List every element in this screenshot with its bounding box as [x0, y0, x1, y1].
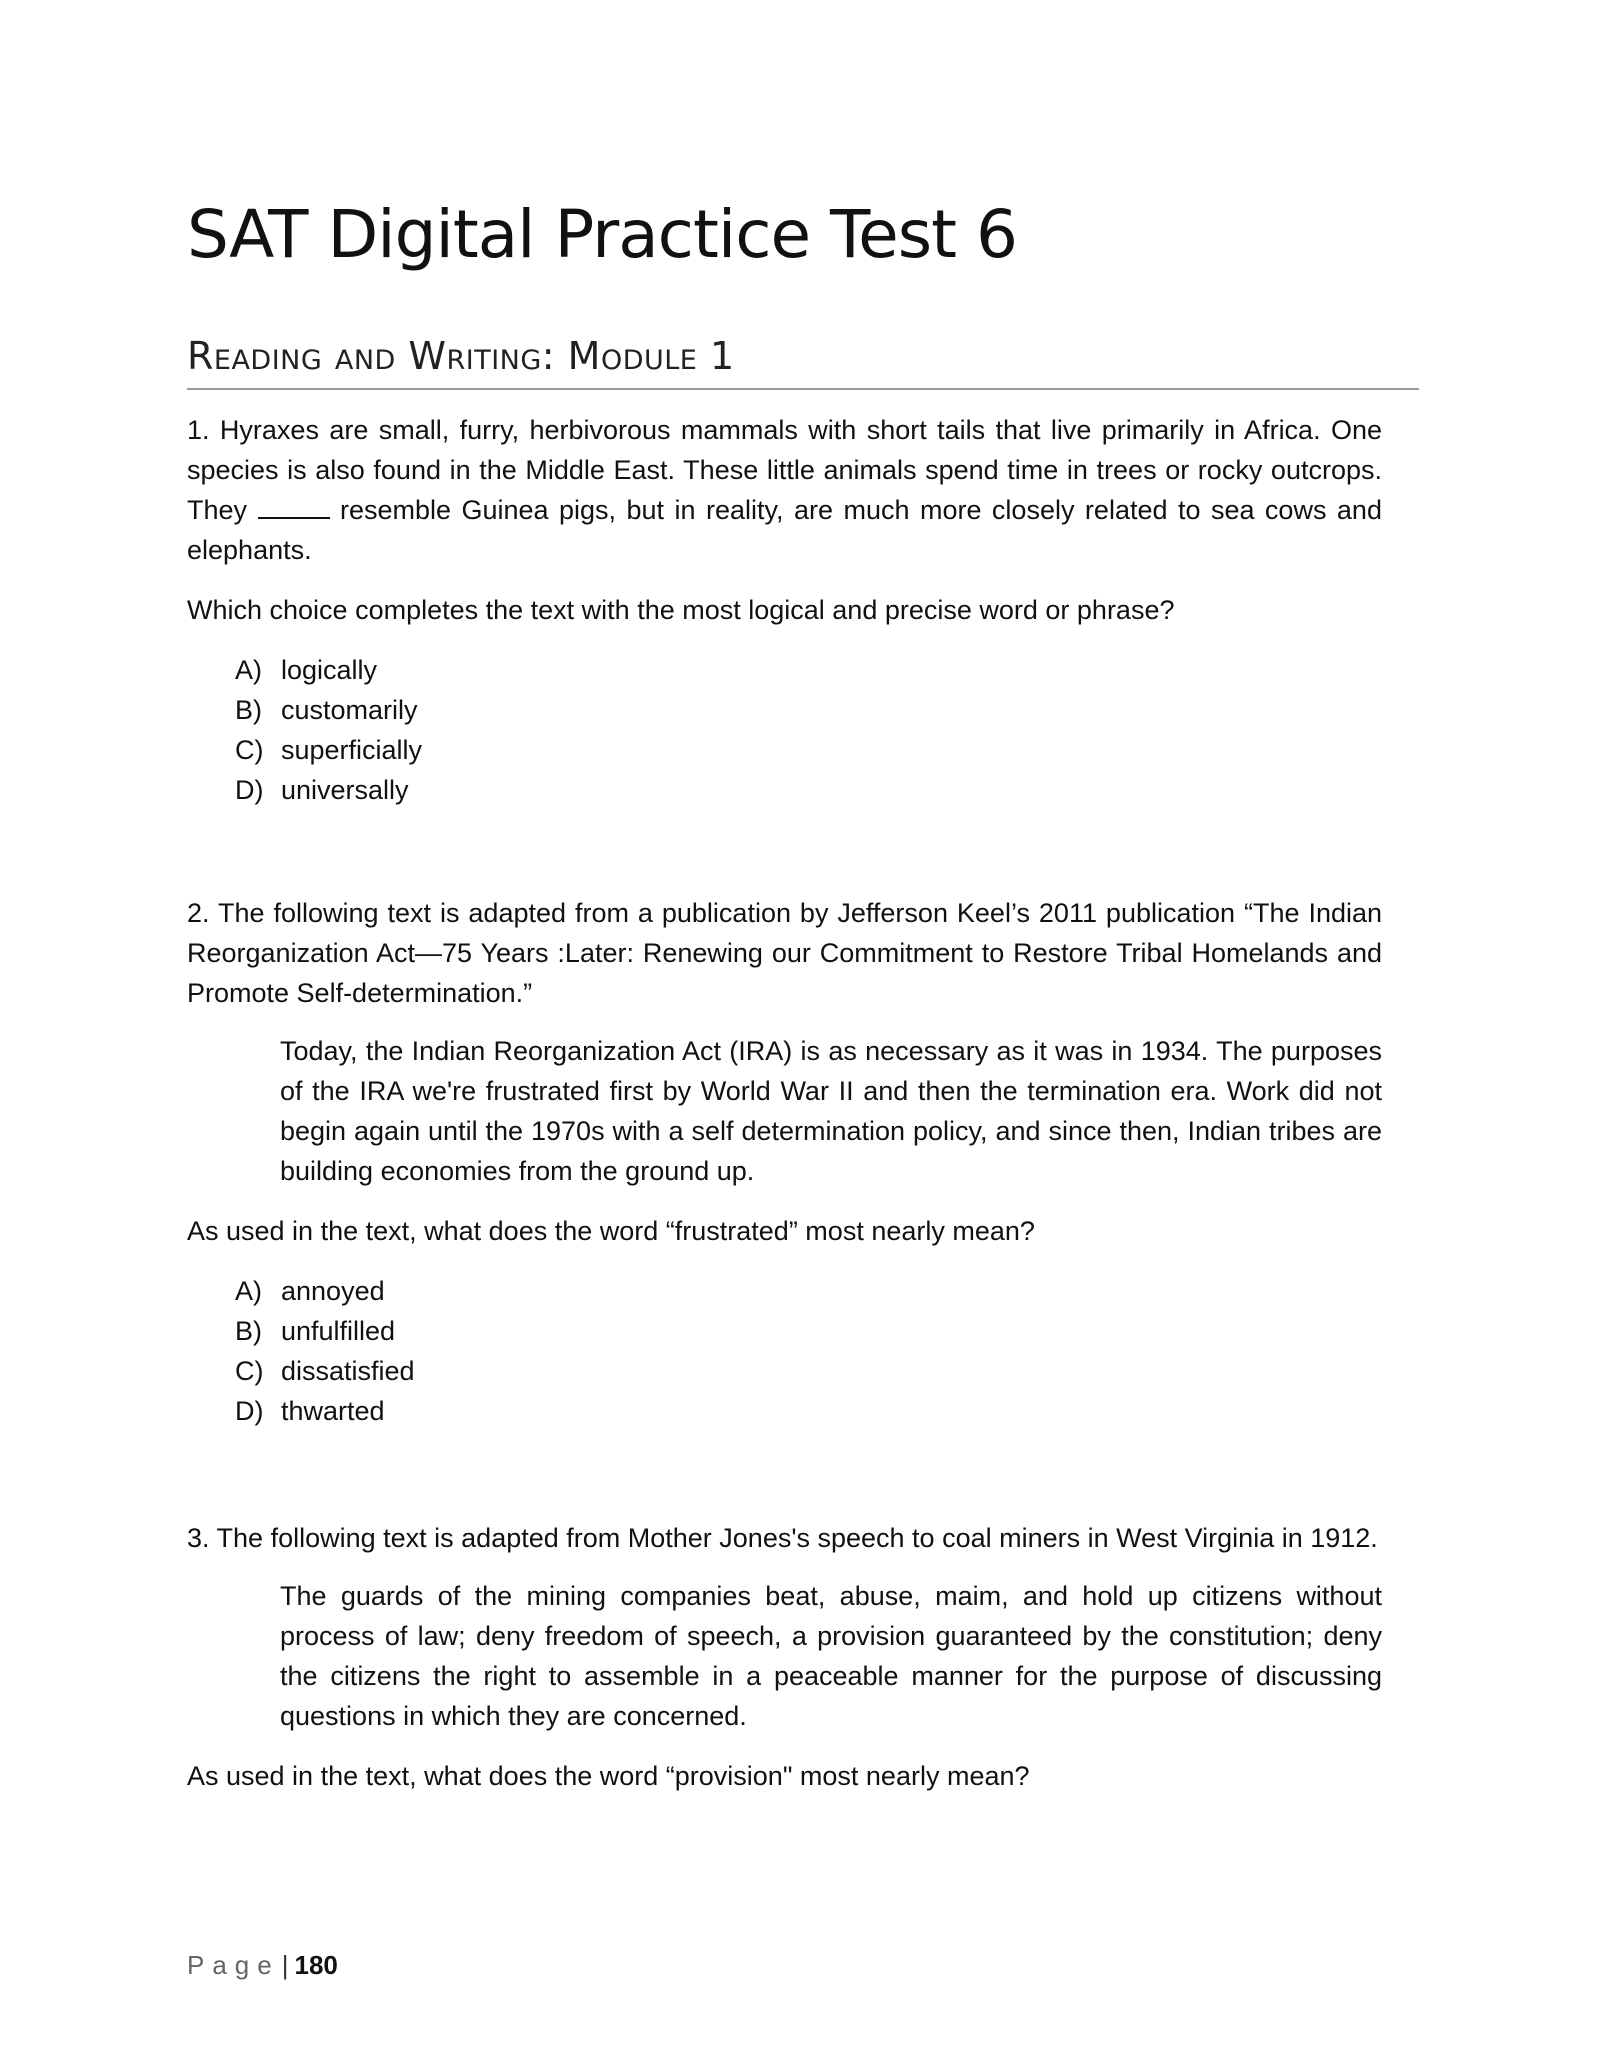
question-2-passage: Today, the Indian Reorganization Act (IRA) is as necessary as it was in 1934. The purposes of the IRA we're frustrated first by World War II and then the termination era. Work did not begin again until the 1970s with a self determination policy, and since then, Indian tribes are building economies from the ground up. — [280, 1036, 1382, 1186]
choice-a[interactable]: A) logically — [235, 655, 378, 685]
question-1-prompt: Which choice completes the text with the most logical and precise word or phrase? — [187, 595, 1175, 625]
question-3-stem-text: The following text is adapted from Mother Jones's speech to coal miners in West Virginia in 1912. — [216, 1523, 1378, 1553]
fill-in-blank — [258, 493, 330, 519]
question-1-choices — [235, 650, 1382, 810]
choice-d[interactable]: D) universally — [235, 775, 409, 805]
section-heading: Reading and Writing: Module 1 — [187, 334, 1419, 390]
page-title: SAT Digital Practice Test 6 — [187, 196, 1018, 273]
question-2-stem — [187, 893, 1382, 1013]
question-number: 1. — [187, 415, 210, 445]
question-number: 3. — [187, 1523, 210, 1553]
choice-b[interactable]: B) unfulfilled — [235, 1316, 396, 1346]
question-2-prompt: As used in the text, what does the word “frustrated” most nearly mean? — [187, 1216, 1035, 1246]
page-footer — [187, 1950, 338, 1981]
question-3 — [187, 1518, 1382, 1796]
question-3-stem — [187, 1518, 1382, 1558]
question-2-stem-text: The following text is adapted from a publication by Jefferson Keel’s 2011 publication “The Indian Reorganization Act—75 Years :Later: Renewing our Commitment to Restore Tribal Homelands and Promote Self-determination.” — [187, 898, 1383, 1008]
question-1-stem-part1: Hyraxes are small, furry, herbivorous mammals with short tails that live primarily in Africa. One species is also found in the Middle East. These little animals spend time in trees or rocky outcrops. They — [187, 415, 1382, 525]
choice-a[interactable]: A) annoyed — [235, 1276, 385, 1306]
page-number: 180 — [294, 1950, 338, 1980]
question-number: 2. — [187, 898, 210, 928]
question-1-stem-part2: resemble Guinea pigs, but in reality, are much more closely related to sea cows and elephants. — [187, 495, 1382, 565]
question-3-passage: The guards of the mining companies beat, abuse, maim, and hold up citizens without process of law; deny freedom of speech, a provision guaranteed by the constitution; deny the citizens the right to assemble in a peaceable manner for the purpose of discussing questions in which they are concerned. — [280, 1581, 1382, 1731]
footer-separator: | — [281, 1950, 289, 1980]
question-1 — [187, 410, 1382, 810]
page-label: Page — [187, 1950, 280, 1980]
question-3-prompt: As used in the text, what does the word “provision" most nearly mean? — [187, 1761, 1030, 1791]
choice-c[interactable]: C) dissatisfied — [235, 1356, 415, 1386]
choice-d[interactable]: D) thwarted — [235, 1396, 385, 1426]
question-2 — [187, 893, 1382, 1431]
question-2-choices — [235, 1271, 1382, 1431]
choice-b[interactable]: B) customarily — [235, 695, 418, 725]
choice-c[interactable]: C) superficially — [235, 735, 423, 765]
question-1-stem — [187, 410, 1382, 570]
